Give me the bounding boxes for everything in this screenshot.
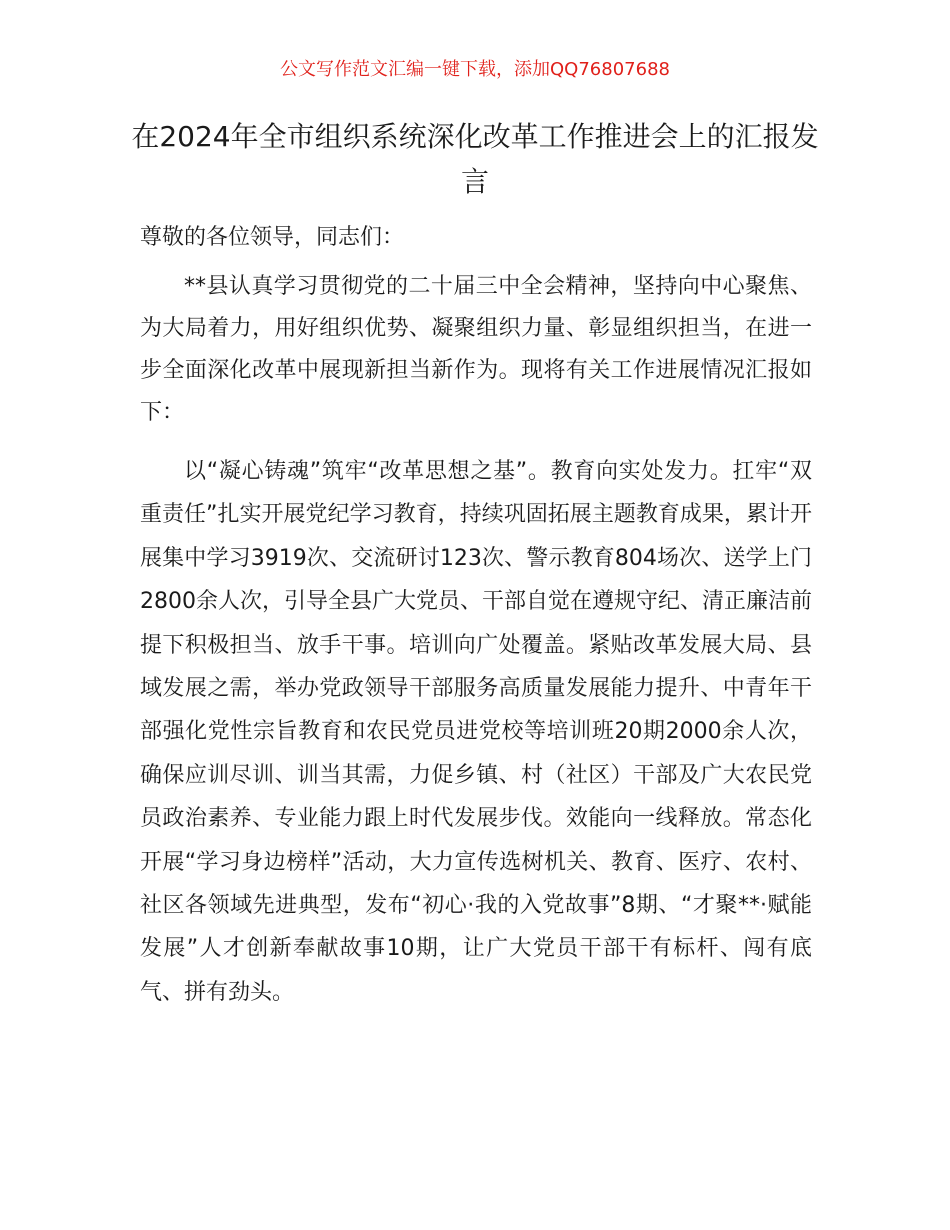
document-title: 在2024年全市组织系统深化改革工作推进会上的汇报发言: [131, 120, 819, 198]
salutation: 尊敬的各位领导，同志们：: [140, 225, 405, 250]
watermark-header: 公文写作范文汇编一键下载，添加QQ76807688: [280, 59, 670, 80]
paragraph-intro: **县认真学习贯彻党的二十届三中全会精神，坚持向中心聚焦、为大局着力，用好组织优势、凝聚组织力量、彰显组织担当，在进一步全面深化改革中展现新担当新作为。现将有关工作进展情况汇报如下：: [140, 274, 812, 425]
paragraph-section-one: 以“凝心铸魂”筑牢“改革思想之基”。教育向实处发力。扛牢“双重责任”扎实开展党纪学习教育，持续巩固拓展主题教育成果，累计开展集中学习3919次、交流研讨123次、警示教育804场次、送学上门2800余人次，引导全县广大党员、干部自觉在遵规守纪、清正廉洁前提下积极担当、放手干事。培训向广处覆盖。紧贴改革发展大局、县域发展之需，举办党政领导干部服务高质量发展能力提升、中青年干部强化党性宗旨教育和农民党员进党校等培训班20期2000余人次，确保应训尽训、训当其需，力促乡镇、村（社区）干部及广大农民党员政治素养、专业能力跟上时代发展步伐。效能向一线释放。常态化开展“学习身边榜样”活动，大力宣传选树机关、教育、医疗、农村、社区各领域先进典型，发布“初心·我的入党故事”8期、“才聚**·赋能发展”人才创新奉献故事10期，让广大党员干部干有标杆、闯有底气、拼有劲头。: [140, 459, 812, 1005]
